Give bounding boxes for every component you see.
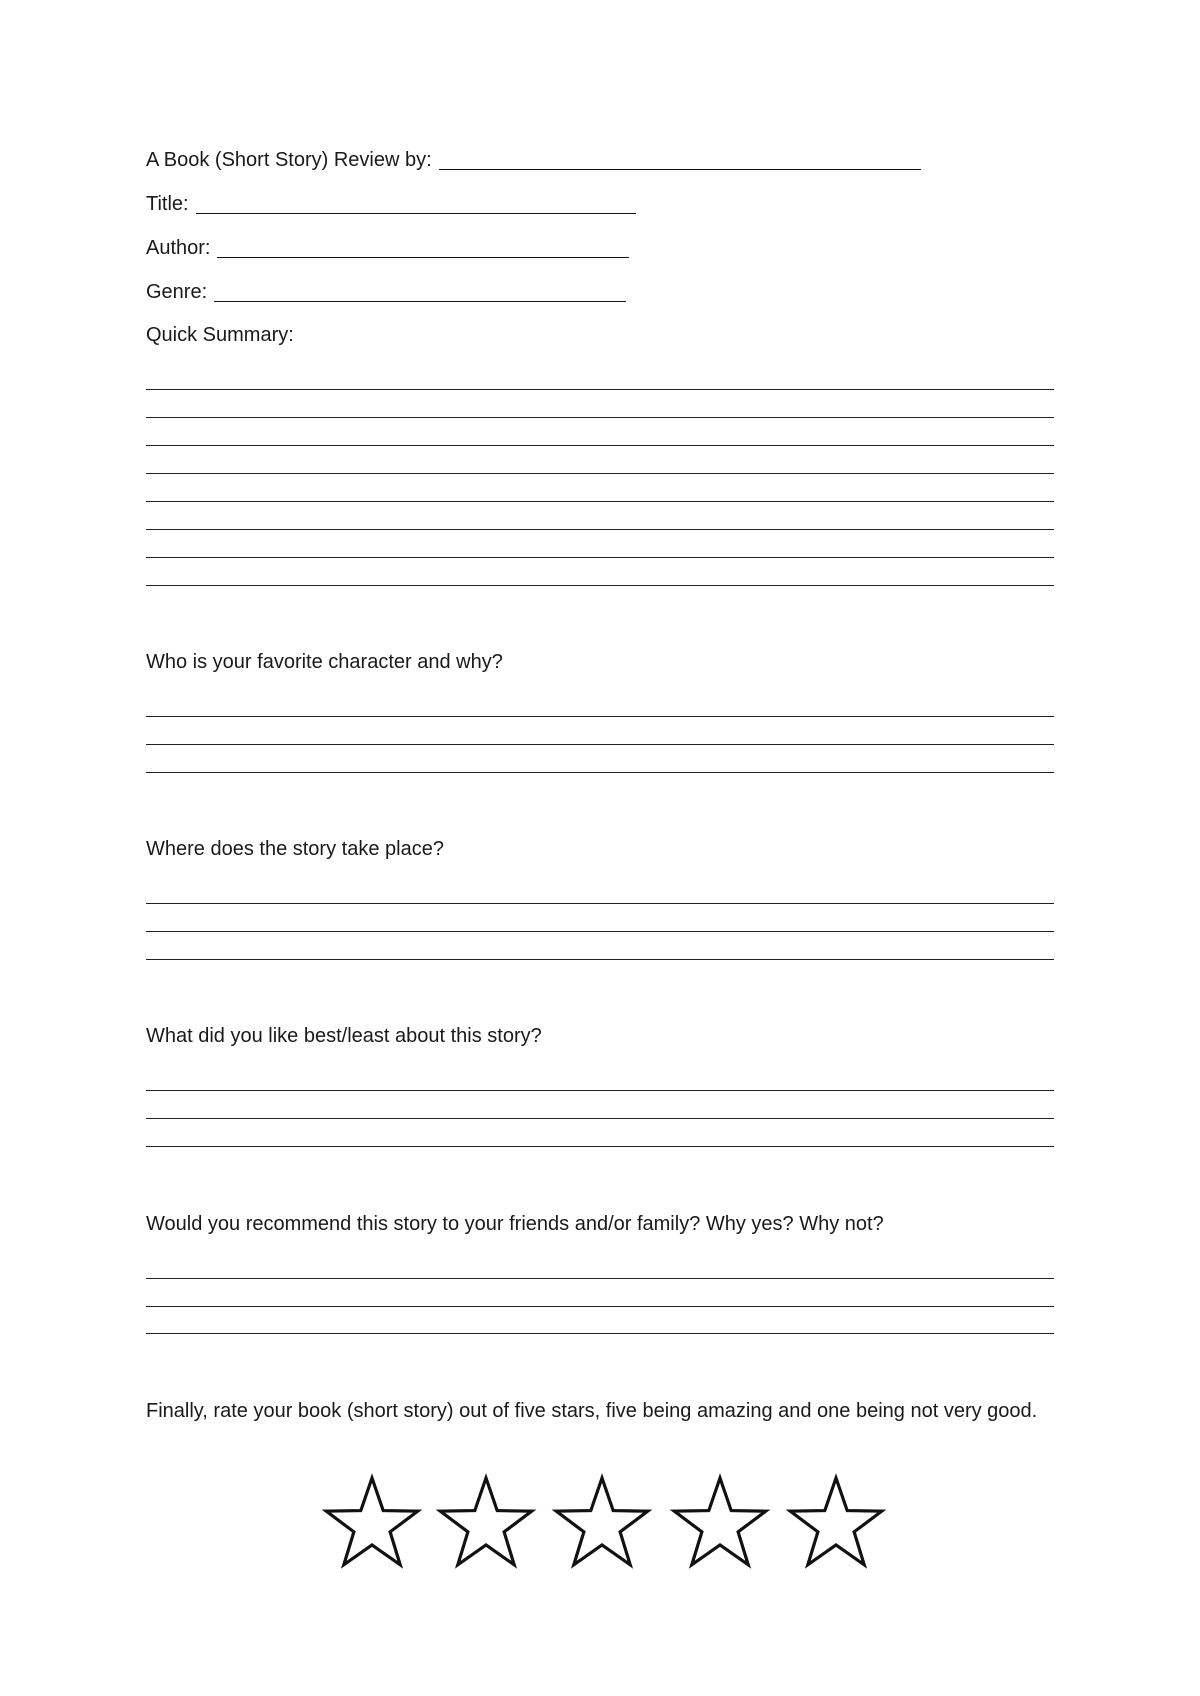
favorite-character-answer-line[interactable] bbox=[146, 772, 1054, 773]
recommend-answer-line[interactable] bbox=[146, 1278, 1054, 1279]
setting-answer-line[interactable] bbox=[146, 903, 1054, 904]
setting-question: Where does the story take place? bbox=[146, 838, 444, 860]
star-outline-icon[interactable] bbox=[790, 1478, 881, 1565]
reviewer-label: A Book (Short Story) Review by: bbox=[146, 149, 432, 171]
like-least-answer-line[interactable] bbox=[146, 1090, 1054, 1091]
reviewer-name-blank[interactable] bbox=[439, 149, 921, 170]
summary-line[interactable] bbox=[146, 501, 1054, 502]
star-outline-icon[interactable] bbox=[440, 1478, 531, 1565]
summary-line[interactable] bbox=[146, 389, 1054, 390]
like-least-answer-line[interactable] bbox=[146, 1118, 1054, 1119]
setting-answer-line[interactable] bbox=[146, 931, 1054, 932]
reviewer-row bbox=[146, 145, 921, 174]
genre-blank[interactable] bbox=[214, 281, 626, 302]
favorite-character-answer-line[interactable] bbox=[146, 744, 1054, 745]
genre-label: Genre: bbox=[146, 281, 208, 303]
title-label: Title: bbox=[146, 193, 189, 215]
rating-prompt: Finally, rate your book (short story) out of five stars, five being amazing and one being not very good. bbox=[146, 1400, 1038, 1422]
author-label: Author: bbox=[146, 237, 211, 259]
summary-line[interactable] bbox=[146, 473, 1054, 474]
setting-answer-line[interactable] bbox=[146, 959, 1054, 960]
star-outline-icon[interactable] bbox=[556, 1478, 647, 1565]
title-blank[interactable] bbox=[196, 193, 636, 214]
star-outline-icon[interactable] bbox=[674, 1478, 765, 1565]
favorite-character-question: Who is your favorite character and why? bbox=[146, 651, 503, 673]
summary-line[interactable] bbox=[146, 557, 1054, 558]
summary-line[interactable] bbox=[146, 445, 1054, 446]
summary-line[interactable] bbox=[146, 417, 1054, 418]
recommend-answer-line[interactable] bbox=[146, 1333, 1054, 1334]
favorite-character-answer-line[interactable] bbox=[146, 716, 1054, 717]
recommend-question: Would you recommend this story to your friends and/or family? Why yes? Why not? bbox=[146, 1213, 884, 1235]
star-outline-icon[interactable] bbox=[326, 1478, 417, 1565]
summary-heading: Quick Summary: bbox=[146, 324, 294, 346]
like-least-answer-line[interactable] bbox=[146, 1146, 1054, 1147]
author-row bbox=[146, 233, 629, 262]
like-least-question: What did you like best/least about this story? bbox=[146, 1025, 542, 1047]
title-row bbox=[146, 189, 636, 218]
summary-line[interactable] bbox=[146, 529, 1054, 530]
genre-row bbox=[146, 277, 626, 306]
summary-line[interactable] bbox=[146, 585, 1054, 586]
author-blank[interactable] bbox=[217, 237, 629, 258]
recommend-answer-line[interactable] bbox=[146, 1306, 1054, 1307]
